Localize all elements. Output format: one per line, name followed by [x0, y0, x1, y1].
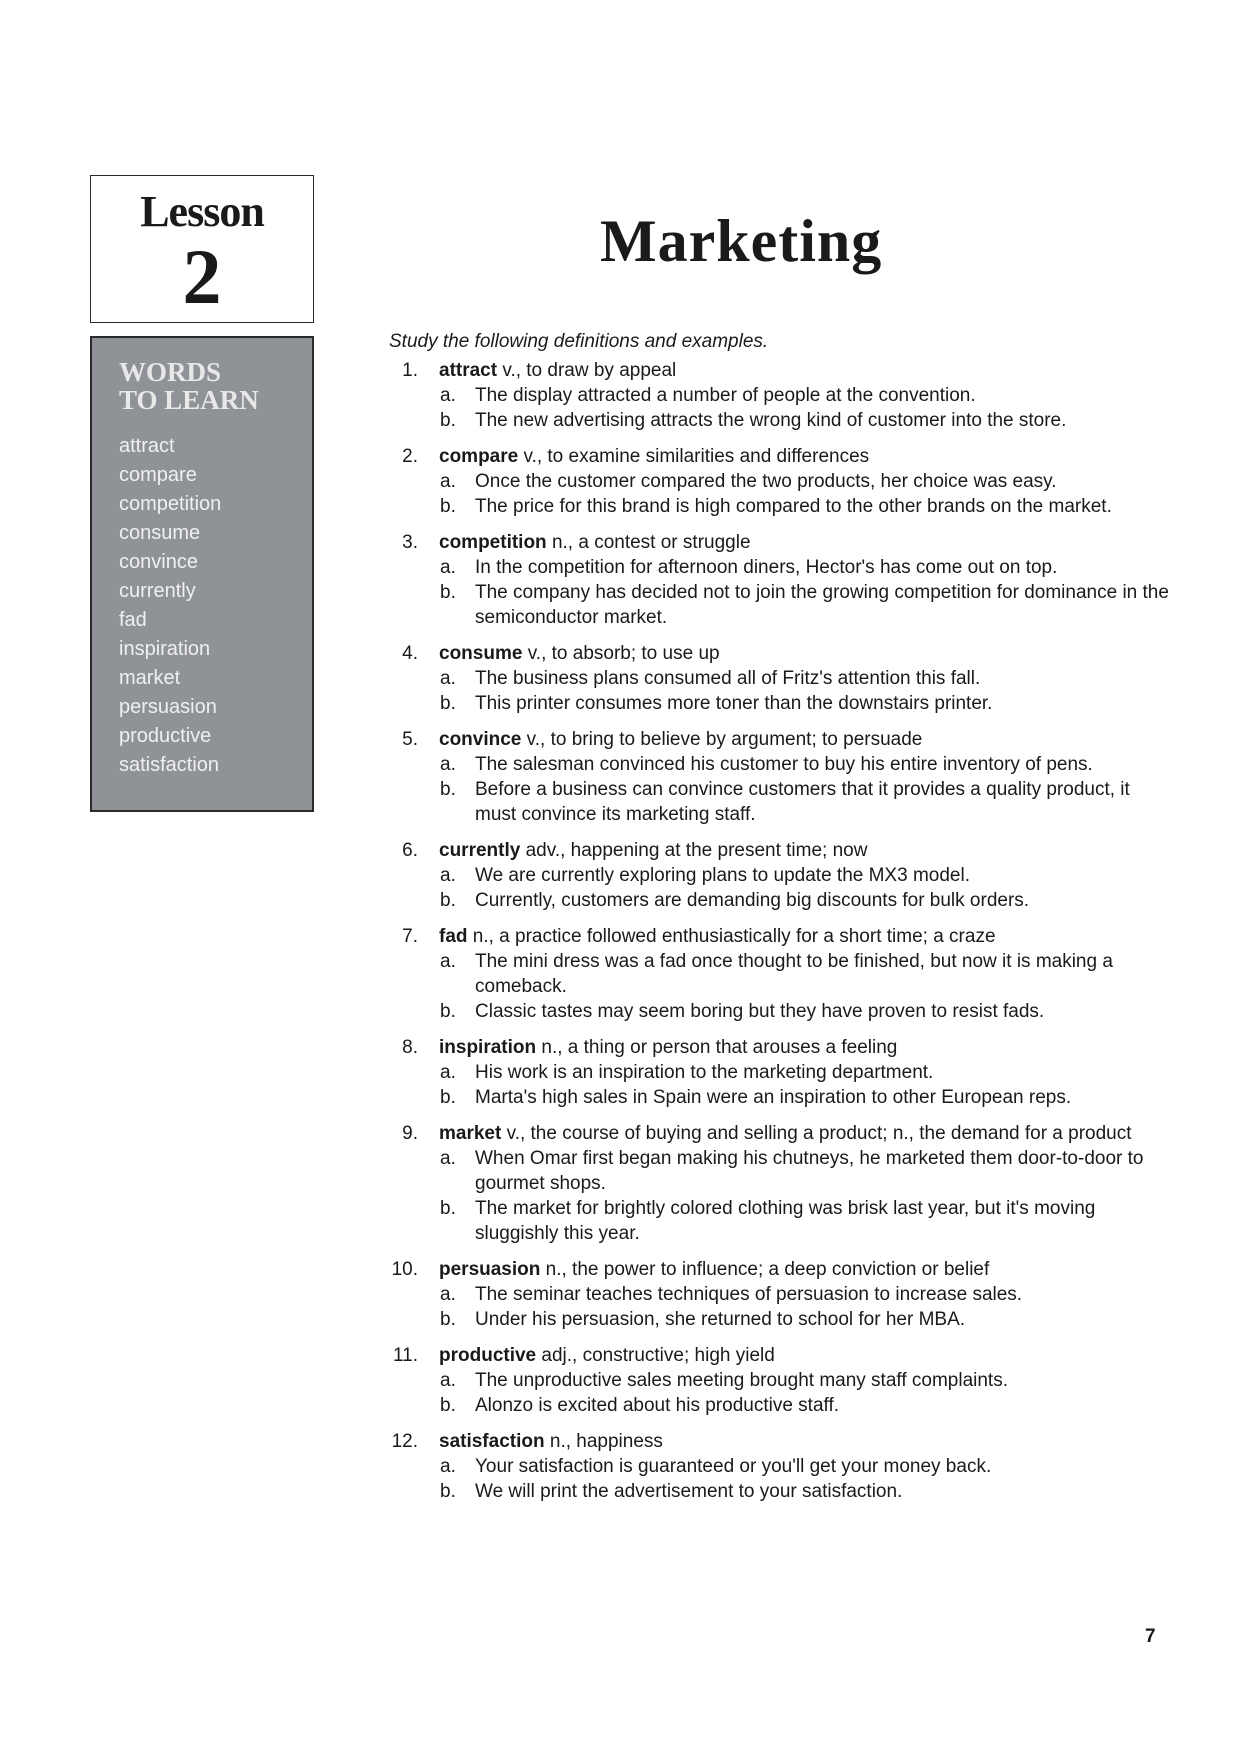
- example-text: Under his persuasion, she returned to school for her MBA.: [475, 1309, 966, 1330]
- entry-number: 4.: [402, 643, 418, 664]
- example-text: We are currently exploring plans to update the MX3 model.: [475, 865, 970, 886]
- definition-head: [390, 1257, 1170, 1282]
- example-letter: b.: [440, 890, 456, 911]
- example-letter: b.: [440, 693, 456, 714]
- example-sentence: [390, 1479, 1170, 1504]
- example-sentence: [390, 383, 1170, 408]
- example-letter: a.: [440, 1284, 456, 1305]
- definition-entry: [390, 530, 1170, 630]
- definition-entry: [390, 838, 1170, 913]
- vocab-word: consume: [439, 643, 523, 664]
- words-to-learn-item: inspiration: [119, 638, 211, 660]
- definition-text: v., to draw by appeal: [497, 360, 677, 381]
- vocab-word: competition: [439, 532, 547, 553]
- example-sentence: [390, 863, 1170, 888]
- definition-text: v., to examine similarities and differences: [518, 446, 870, 467]
- entry-number: 12.: [391, 1431, 418, 1452]
- entry-number: 6.: [402, 840, 418, 861]
- words-to-learn-item: attract: [119, 435, 175, 457]
- example-sentence: [390, 999, 1170, 1024]
- example-text: His work is an inspiration to the marketing department.: [475, 1062, 934, 1083]
- definition-text: v., to bring to believe by argument; to persuade: [521, 729, 923, 750]
- example-text: The price for this brand is high compared to the other brands on the market.: [475, 496, 1112, 517]
- words-to-learn-item: currently: [119, 580, 196, 602]
- example-letter: a.: [440, 1370, 456, 1391]
- definition-entry: [390, 1035, 1170, 1110]
- definition-text: n., happiness: [544, 1431, 663, 1452]
- example-sentence: [390, 1393, 1170, 1418]
- definition-entry: [390, 727, 1170, 827]
- definition-head: [390, 1035, 1170, 1060]
- example-sentence: [390, 555, 1170, 580]
- instructions: Study the following definitions and examples.: [389, 331, 769, 352]
- lesson-number: 2: [182, 233, 222, 320]
- example-letter: a.: [440, 668, 456, 689]
- entry-number: 11.: [392, 1345, 418, 1366]
- entry-number: 5.: [402, 729, 418, 750]
- example-letter: b.: [440, 496, 456, 517]
- example-sentence: [390, 494, 1170, 519]
- example-text: Currently, customers are demanding big discounts for bulk orders.: [475, 890, 1030, 911]
- example-text: Before a business can convince customers that it provides a quality product, it must convince its marketing staff.: [475, 779, 1130, 825]
- definition-entry: [390, 1429, 1170, 1504]
- example-letter: a.: [440, 1456, 456, 1477]
- example-text: The mini dress was a fad once thought to be finished, but now it is making a comeback.: [475, 951, 1113, 997]
- definition-head: [390, 1121, 1170, 1146]
- definition-text: n., a practice followed enthusiastically for a short time; a craze: [467, 926, 996, 947]
- words-to-learn-item: compare: [119, 464, 197, 486]
- page-number: 7: [1145, 1626, 1156, 1647]
- definition-text: v., to absorb; to use up: [522, 643, 720, 664]
- example-sentence: [390, 1282, 1170, 1307]
- vocab-word: persuasion: [439, 1259, 541, 1280]
- entry-number: 2.: [402, 446, 418, 467]
- example-sentence: [390, 408, 1170, 433]
- lesson-label: Lesson: [140, 187, 264, 236]
- definition-head: [390, 727, 1170, 752]
- definition-entry: [390, 1257, 1170, 1332]
- words-to-learn-item: fad: [119, 609, 147, 631]
- example-letter: b.: [440, 410, 456, 431]
- entry-number: 3.: [402, 532, 418, 553]
- definition-text: adv., happening at the present time; now: [520, 840, 868, 861]
- words-to-learn-item: competition: [119, 493, 222, 515]
- example-text: Your satisfaction is guaranteed or you'll get your money back.: [475, 1456, 992, 1477]
- definition-text: v., the course of buying and selling a product; n., the demand for a product: [501, 1123, 1132, 1144]
- definition-entry: [390, 358, 1170, 433]
- vocab-word: convince: [439, 729, 522, 750]
- entry-number: 1.: [402, 360, 418, 381]
- vocab-word: compare: [439, 446, 519, 467]
- example-text: We will print the advertisement to your satisfaction.: [475, 1481, 903, 1502]
- example-sentence: [390, 1085, 1170, 1110]
- example-sentence: [390, 777, 1170, 827]
- words-to-learn-list: [119, 432, 312, 780]
- example-letter: b.: [440, 779, 456, 800]
- example-text: The salesman convinced his customer to buy his entire inventory of pens.: [475, 754, 1093, 775]
- definition-entry: [390, 1343, 1170, 1418]
- words-to-learn-box: [90, 336, 314, 812]
- definition-text: n., a thing or person that arouses a feeling: [536, 1037, 898, 1058]
- page-title: Marketing: [600, 208, 883, 274]
- example-text: The seminar teaches techniques of persuasion to increase sales.: [475, 1284, 1023, 1305]
- example-sentence: [390, 1196, 1170, 1246]
- definition-entry: [390, 444, 1170, 519]
- example-text: Once the customer compared the two products, her choice was easy.: [475, 471, 1057, 492]
- vocab-word: fad: [439, 926, 468, 947]
- example-text: This printer consumes more toner than the downstairs printer.: [475, 693, 993, 714]
- example-text: In the competition for afternoon diners, Hector's has come out on top.: [475, 557, 1058, 578]
- example-text: The display attracted a number of people at the convention.: [475, 385, 976, 406]
- definition-text: adj., constructive; high yield: [536, 1345, 775, 1366]
- example-sentence: [390, 1454, 1170, 1479]
- definition-head: [390, 1429, 1170, 1454]
- words-to-learn-item: market: [119, 667, 181, 689]
- vocab-word: currently: [439, 840, 521, 861]
- definition-text: n., the power to influence; a deep conviction or belief: [540, 1259, 990, 1280]
- vocab-word: inspiration: [439, 1037, 537, 1058]
- example-letter: b.: [440, 1395, 456, 1416]
- example-text: When Omar first began making his chutneys, he marketed them door-to-door to gourmet shops.: [475, 1148, 1144, 1194]
- example-letter: b.: [440, 1481, 456, 1502]
- example-text: The business plans consumed all of Fritz's attention this fall.: [475, 668, 981, 689]
- example-letter: a.: [440, 1062, 456, 1083]
- vocab-word: market: [439, 1123, 502, 1144]
- example-sentence: [390, 1307, 1170, 1332]
- definition-head: [390, 358, 1170, 383]
- example-text: Classic tastes may seem boring but they have proven to resist fads.: [475, 1001, 1045, 1022]
- definition-entry: [390, 1121, 1170, 1246]
- example-sentence: [390, 1060, 1170, 1085]
- words-to-learn-item: consume: [119, 522, 201, 544]
- definition-entry: [390, 924, 1170, 1024]
- lesson-box: [90, 175, 314, 323]
- example-text: The market for brightly colored clothing was brisk last year, but it's moving sluggishly this year.: [475, 1198, 1096, 1244]
- words-to-learn-item: persuasion: [119, 696, 217, 718]
- example-letter: a.: [440, 754, 456, 775]
- example-letter: a.: [440, 1148, 456, 1169]
- example-sentence: [390, 949, 1170, 999]
- example-letter: b.: [440, 1198, 456, 1219]
- example-sentence: [390, 691, 1170, 716]
- example-sentence: [390, 580, 1170, 630]
- definition-head: [390, 641, 1170, 666]
- definition-head: [390, 1343, 1170, 1368]
- example-text: Marta's high sales in Spain were an inspiration to other European reps.: [475, 1087, 1072, 1108]
- example-sentence: [390, 469, 1170, 494]
- vocab-word: productive: [439, 1345, 537, 1366]
- definition-text: n., a contest or struggle: [546, 532, 751, 553]
- example-letter: b.: [440, 582, 456, 603]
- entry-number: 9.: [402, 1123, 418, 1144]
- example-sentence: [390, 1146, 1170, 1196]
- example-sentence: [390, 888, 1170, 913]
- example-letter: a.: [440, 951, 456, 972]
- example-letter: b.: [440, 1087, 456, 1108]
- example-letter: b.: [440, 1001, 456, 1022]
- example-text: The company has decided not to join the growing competition for dominance in the semiconductor market.: [475, 582, 1169, 628]
- words-to-learn-item: convince: [119, 551, 198, 573]
- example-letter: a.: [440, 385, 456, 406]
- entry-number: 10.: [391, 1259, 418, 1280]
- example-letter: b.: [440, 1309, 456, 1330]
- definitions-list: [390, 358, 1170, 1515]
- definition-head: [390, 444, 1170, 469]
- example-text: The unproductive sales meeting brought many staff complaints.: [475, 1370, 1008, 1391]
- example-text: Alonzo is excited about his productive staff.: [475, 1395, 840, 1416]
- words-to-learn-item: satisfaction: [119, 754, 220, 776]
- example-sentence: [390, 1368, 1170, 1393]
- example-sentence: [390, 666, 1170, 691]
- entry-number: 7.: [402, 926, 418, 947]
- definition-head: [390, 924, 1170, 949]
- words-to-learn-title: WORDS TO LEARN: [119, 357, 259, 415]
- example-letter: a.: [440, 865, 456, 886]
- example-letter: a.: [440, 557, 456, 578]
- example-text: The new advertising attracts the wrong kind of customer into the store.: [475, 410, 1067, 431]
- example-letter: a.: [440, 471, 456, 492]
- words-to-learn-item: productive: [119, 725, 212, 747]
- entry-number: 8.: [402, 1037, 418, 1058]
- definition-entry: [390, 641, 1170, 716]
- example-sentence: [390, 752, 1170, 777]
- definition-head: [390, 838, 1170, 863]
- vocab-word: attract: [439, 360, 498, 381]
- vocab-word: satisfaction: [439, 1431, 545, 1452]
- definition-head: [390, 530, 1170, 555]
